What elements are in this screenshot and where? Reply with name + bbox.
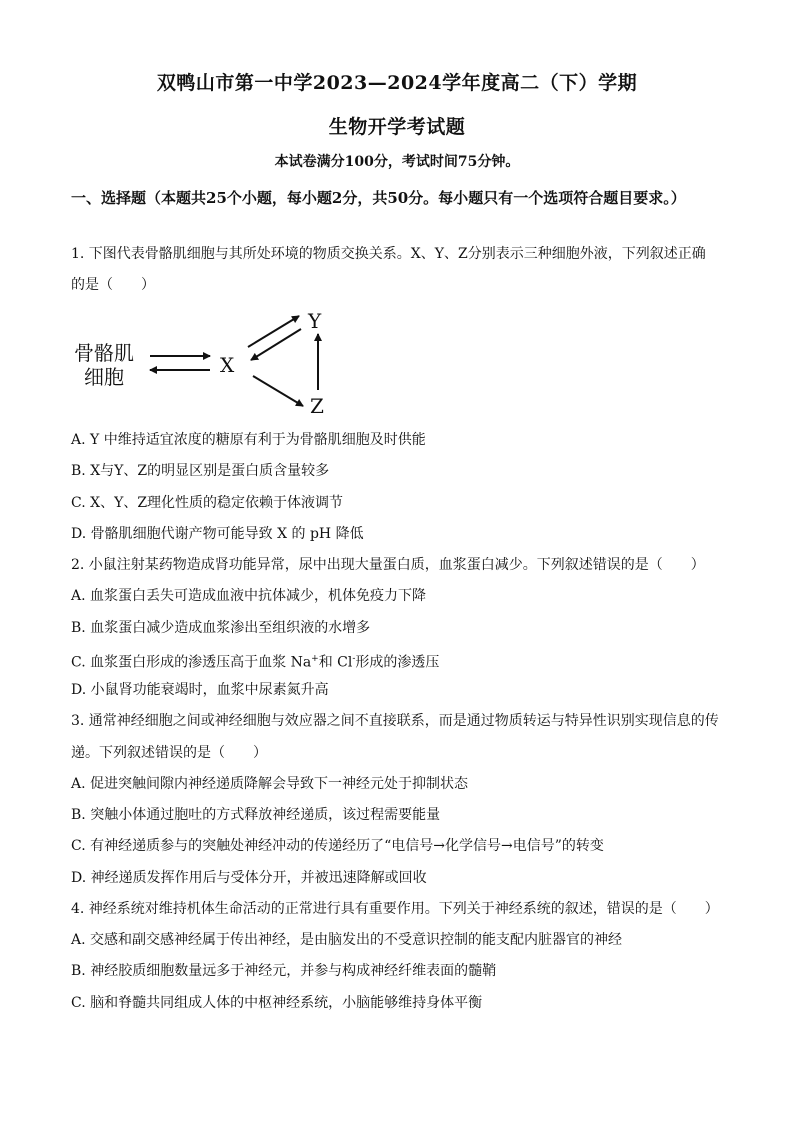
q1-option-c: C. X、Y、Z理化性质的稳定依赖于体液调节 xyxy=(71,495,344,511)
node-z: Z xyxy=(310,394,324,418)
arrow-y-to-x xyxy=(251,329,301,360)
q4-stem: 4. 神经系统对维持机体生命活动的正常进行具有重要作用。下列关于神经系统的叙述，错误的是（ ） xyxy=(71,901,719,917)
q4-option-a: A. 交感和副交感神经属于传出神经，是由脑发出的不受意识控制的能支配内脏器官的神经 xyxy=(71,932,623,948)
q2-option-d: D. 小鼠肾功能衰竭时，血浆中尿素氮升高 xyxy=(71,682,329,698)
section-heading: 一、选择题（本题共25个小题，每小题2分，共50分。每小题只有一个选项符合题目要求。） xyxy=(71,189,686,207)
q3-option-a: A. 促进突触间隙内神经递质降解会导致下一神经元处于抑制状态 xyxy=(71,776,469,792)
node-x: X xyxy=(220,353,235,377)
q1-stem-line1: 1. 下图代表骨骼肌细胞与其所处环境的物质交换关系。X、Y、Z分别表示三种细胞外液，下列叙述正确 xyxy=(71,246,706,262)
node-y: Y xyxy=(308,309,322,333)
exam-title: 双鸭山市第一中学2023—2024学年度高二（下）学期 xyxy=(156,72,638,94)
cell-label-line2: 细胞 xyxy=(84,365,124,389)
q1-option-a: A. Y 中维持适宜浓度的糖原有利于为骨骼肌细胞及时供能 xyxy=(71,432,426,448)
q1-stem-line2: 的是（ ） xyxy=(71,277,155,293)
exchange-diagram xyxy=(70,302,340,422)
exam-note: 本试卷满分100分，考试时间75分钟。 xyxy=(274,154,520,170)
q4-option-b: B. 神经胶质细胞数量远多于神经元，并参与构成神经纤维表面的髓鞘 xyxy=(71,963,497,979)
q1-option-b: B. X与Y、Z的明显区别是蛋白质含量较多 xyxy=(71,463,330,479)
q1-option-d: D. 骨骼肌细胞代谢产物可能导致 X 的 pH 降低 xyxy=(71,526,364,542)
arrow-x-to-z xyxy=(253,376,303,406)
q3-option-c: C. 有神经递质参与的突触处神经冲动的传递经历了“电信号→化学信号→电信号”的转变 xyxy=(71,838,604,854)
q2-stem: 2. 小鼠注射某药物造成肾功能异常，尿中出现大量蛋白质，血浆蛋白减少。下列叙述错误的是（ ） xyxy=(71,557,705,573)
arrow-x-to-y xyxy=(248,316,299,347)
q3-stem-line2: 递。下列叙述错误的是（ ） xyxy=(71,745,267,761)
q4-option-c: C. 脑和脊髓共同组成人体的中枢神经系统，小脑能够维持身体平衡 xyxy=(71,995,483,1011)
q2-option-c: C. 血浆蛋白形成的渗透压高于血浆 Na+和 Cl-形成的渗透压 xyxy=(71,654,440,671)
q3-option-d: D. 神经递质发挥作用后与受体分开，并被迅速降解或回收 xyxy=(71,870,427,886)
q2-option-b: B. 血浆蛋白减少造成血浆渗出至组织液的水增多 xyxy=(71,620,371,636)
cell-label-line1: 骨骼肌 xyxy=(74,341,134,365)
q2-option-a: A. 血浆蛋白丢失可造成血液中抗体减少，机体免疫力下降 xyxy=(71,588,427,604)
q3-stem-line1: 3. 通常神经细胞之间或神经细胞与效应器之间不直接联系，而是通过物质转运与特异性识别实现信息的传 xyxy=(71,713,719,729)
exam-subtitle: 生物开学考试题 xyxy=(328,116,466,138)
q3-option-b: B. 突触小体通过胞吐的方式释放神经递质，该过程需要能量 xyxy=(71,807,441,823)
